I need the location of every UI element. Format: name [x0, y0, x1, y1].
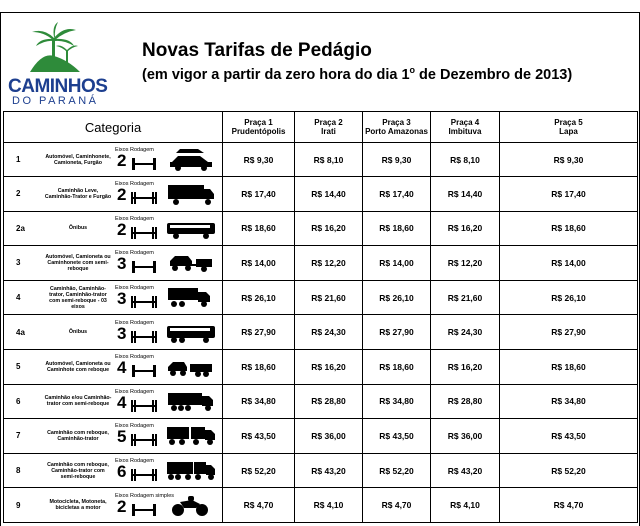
- price-plaza-2: R$ 16,20: [295, 211, 363, 246]
- axle-wheels-icon: [131, 399, 159, 413]
- category-description: Automóvel, Camioneta ou Caminhonete com semi-reboque: [45, 253, 111, 272]
- category-code: 7: [16, 431, 21, 441]
- axle-info: [115, 423, 161, 449]
- wheel-label: Rodagem: [129, 423, 154, 430]
- price-plaza-5: R$ 27,90: [500, 315, 638, 350]
- category-code: 1: [16, 155, 21, 164]
- plaza-header-1: [223, 112, 295, 143]
- category-cell: [4, 384, 223, 419]
- vehicle-icon: [166, 182, 216, 206]
- category-cell: [4, 453, 223, 488]
- wheel-label: Rodagem: [129, 147, 154, 153]
- axle-label: Eixos: [115, 388, 129, 395]
- axle-label: Eixos: [115, 354, 129, 361]
- price-plaza-2: R$ 28,80: [295, 384, 363, 419]
- axle-count: 4: [117, 392, 127, 412]
- category-code: 4a: [16, 327, 25, 337]
- category-code: 4: [16, 293, 21, 303]
- table-row: [4, 349, 638, 384]
- category-header: Categoria: [4, 112, 223, 143]
- price-plaza-5: R$ 17,40: [500, 177, 638, 212]
- vehicle-icon: [166, 148, 216, 172]
- category-description: Caminhão Leve, Caminhão-Trator e Furgão: [44, 187, 112, 200]
- plaza-name: Praça 5: [554, 118, 583, 127]
- plaza-name: Praça 3: [382, 118, 411, 127]
- axle-label: Eixos: [115, 319, 129, 326]
- category-cell: [4, 419, 223, 454]
- axle-wheels-icon: [131, 364, 159, 378]
- price-plaza-1: R$ 17,40: [223, 177, 295, 212]
- axle-count: 5: [117, 427, 127, 447]
- axle-count: 2: [117, 219, 127, 239]
- price-plaza-4: R$ 36,00: [431, 419, 500, 454]
- subtitle-start: (em vigor a partir da zero hora do dia 1: [142, 66, 410, 83]
- vehicle-icon: [166, 424, 216, 448]
- palm-tree-logo-icon: [24, 22, 84, 76]
- category-description: Ônibus: [68, 225, 88, 232]
- category-cell: [4, 488, 223, 523]
- vehicle-icon: [166, 321, 216, 345]
- axle-info: [115, 320, 161, 346]
- category-description: Motocicleta, Motoneta, bicicletas a motor: [49, 499, 107, 512]
- plaza-header-4: [431, 112, 500, 143]
- price-plaza-2: R$ 24,30: [295, 315, 363, 350]
- table-row: [4, 280, 638, 315]
- top-border: [0, 12, 640, 13]
- axle-wheels-icon: [131, 503, 159, 517]
- axle-label: Eixos: [115, 458, 129, 465]
- table-row: [4, 315, 638, 350]
- left-border: [0, 12, 1, 526]
- axle-wheels-icon: [131, 157, 159, 171]
- price-plaza-1: R$ 18,60: [223, 211, 295, 246]
- category-cell: [4, 349, 223, 384]
- axle-wheels-icon: [131, 295, 159, 309]
- wheel-label: Rodagem: [129, 354, 154, 361]
- wheel-label: Rodagem: [129, 388, 154, 395]
- category-code: 9: [16, 500, 21, 510]
- price-plaza-4: R$ 16,20: [431, 349, 500, 384]
- axle-label: Eixos: [115, 492, 129, 499]
- axle-label: Eixos: [115, 285, 129, 292]
- axle-info: [115, 181, 161, 207]
- price-plaza-3: R$ 14,00: [363, 246, 431, 281]
- table-header-row: [4, 112, 638, 143]
- plaza-name: Praça 1: [244, 118, 273, 127]
- category-cell: [4, 280, 223, 315]
- vehicle-icon: [166, 251, 216, 275]
- page-title: Novas Tarifas de Pedágio: [142, 40, 372, 61]
- axle-info: [115, 250, 161, 276]
- price-plaza-1: R$ 9,30: [223, 143, 295, 177]
- plaza-name: Praça 4: [450, 118, 480, 127]
- plaza-city: Porto Amazonas: [365, 127, 428, 136]
- plaza-city: Lapa: [559, 127, 578, 136]
- plaza-header-3: [363, 112, 431, 143]
- logo-wordmark-top: CAMINHOS: [8, 76, 108, 97]
- table-row: [4, 177, 638, 212]
- vehicle-icon: [166, 459, 216, 483]
- plaza-city: Imbituva: [448, 127, 482, 136]
- price-plaza-3: R$ 34,80: [363, 384, 431, 419]
- page-subtitle: [142, 65, 572, 83]
- price-plaza-1: R$ 18,60: [223, 349, 295, 384]
- axle-count: 2: [117, 496, 127, 516]
- price-plaza-1: R$ 27,90: [223, 315, 295, 350]
- price-plaza-2: R$ 4,10: [295, 488, 363, 523]
- axle-label: Eixos: [115, 215, 129, 222]
- wheel-label: Rodagem: [129, 319, 154, 326]
- axle-wheels-icon: [131, 330, 159, 344]
- axle-info: [115, 216, 161, 242]
- axle-count: 6: [117, 462, 127, 482]
- table-row: [4, 246, 638, 281]
- axle-count: 2: [117, 151, 127, 170]
- category-description: Caminhão com reboque, Caminhão-trator com semi-reboque: [47, 461, 109, 480]
- plaza-city: Prudentópolis: [231, 127, 286, 136]
- category-code: 2: [16, 189, 21, 199]
- vehicle-icon: [166, 217, 216, 241]
- price-plaza-5: R$ 9,30: [500, 143, 638, 177]
- plaza-header-2: [295, 112, 363, 143]
- axle-count: 3: [117, 289, 127, 309]
- axle-info: [115, 147, 161, 173]
- category-description: Caminhão, Caminhão-trator, Caminhão-trator com semi-reboque - 03 eixos: [49, 285, 107, 310]
- price-plaza-3: R$ 17,40: [363, 177, 431, 212]
- price-plaza-4: R$ 8,10: [431, 143, 500, 177]
- wheel-label: Rodagem: [129, 458, 154, 465]
- category-cell: [4, 177, 223, 212]
- table-row: [4, 488, 638, 523]
- vehicle-icon: [166, 390, 216, 414]
- price-plaza-4: R$ 21,60: [431, 280, 500, 315]
- price-plaza-5: R$ 26,10: [500, 280, 638, 315]
- price-plaza-3: R$ 4,70: [363, 488, 431, 523]
- axle-wheels-icon: [131, 468, 159, 482]
- table-row: [4, 211, 638, 246]
- price-plaza-4: R$ 16,20: [431, 211, 500, 246]
- axle-info: [115, 285, 161, 311]
- axle-wheels-icon: [131, 191, 159, 205]
- category-code: 5: [16, 362, 21, 372]
- wheel-label: Rodagem simples: [129, 492, 175, 499]
- axle-wheels-icon: [131, 226, 159, 240]
- category-description: Caminhão com reboque, Caminhão-trator: [47, 429, 109, 442]
- vehicle-icon: [166, 494, 216, 518]
- category-code: 3: [16, 258, 21, 268]
- price-plaza-3: R$ 18,60: [363, 211, 431, 246]
- price-plaza-1: R$ 4,70: [223, 488, 295, 523]
- wheel-label: Rodagem: [129, 215, 154, 222]
- axle-label: Eixos: [115, 147, 129, 153]
- category-cell: [4, 246, 223, 281]
- category-description: Caminhão e/ou Caminhão-trator com semi-reboque: [44, 395, 112, 408]
- table-row: [4, 143, 638, 177]
- price-plaza-4: R$ 4,10: [431, 488, 500, 523]
- price-plaza-4: R$ 43,20: [431, 453, 500, 488]
- price-plaza-2: R$ 14,40: [295, 177, 363, 212]
- price-plaza-5: R$ 52,20: [500, 453, 638, 488]
- price-plaza-3: R$ 52,20: [363, 453, 431, 488]
- axle-info: [115, 389, 161, 415]
- price-plaza-3: R$ 27,90: [363, 315, 431, 350]
- price-plaza-5: R$ 34,80: [500, 384, 638, 419]
- axle-label: Eixos: [115, 423, 129, 430]
- price-plaza-1: R$ 43,50: [223, 419, 295, 454]
- price-plaza-3: R$ 43,50: [363, 419, 431, 454]
- table-row: [4, 419, 638, 454]
- category-code: 6: [16, 396, 21, 406]
- axle-count: 3: [117, 323, 127, 343]
- table-row: [4, 453, 638, 488]
- price-plaza-1: R$ 34,80: [223, 384, 295, 419]
- price-plaza-1: R$ 26,10: [223, 280, 295, 315]
- price-plaza-1: R$ 14,00: [223, 246, 295, 281]
- category-cell: [4, 211, 223, 246]
- logo-wordmark-bottom: DO PARANÁ: [12, 95, 99, 107]
- wheel-label: Rodagem: [129, 250, 154, 257]
- category-code: 2a: [16, 223, 25, 233]
- wheel-label: Rodagem: [129, 285, 154, 292]
- vehicle-icon: [166, 355, 216, 379]
- axle-info: [115, 354, 161, 380]
- category-code: 8: [16, 466, 21, 476]
- price-plaza-4: R$ 24,30: [431, 315, 500, 350]
- price-plaza-5: R$ 14,00: [500, 246, 638, 281]
- axle-info: [115, 458, 161, 484]
- price-plaza-4: R$ 12,20: [431, 246, 500, 281]
- price-plaza-5: R$ 18,60: [500, 349, 638, 384]
- price-plaza-4: R$ 28,80: [431, 384, 500, 419]
- price-plaza-5: R$ 18,60: [500, 211, 638, 246]
- price-plaza-1: R$ 52,20: [223, 453, 295, 488]
- wheel-label: Rodagem: [129, 181, 154, 188]
- table-row: [4, 384, 638, 419]
- category-description: Ônibus: [68, 329, 88, 336]
- axle-wheels-icon: [131, 260, 159, 274]
- category-description: Automóvel, Caminhonete, Camioneta, Furgão: [45, 153, 111, 166]
- tariff-table: [3, 111, 638, 523]
- price-plaza-2: R$ 12,20: [295, 246, 363, 281]
- price-plaza-2: R$ 21,60: [295, 280, 363, 315]
- axle-count: 4: [117, 358, 127, 378]
- category-description: Automóvel, Camioneta ou Caminhote com reboque: [45, 360, 111, 373]
- category-cell: [4, 315, 223, 350]
- axle-label: Eixos: [115, 181, 129, 188]
- price-plaza-2: R$ 16,20: [295, 349, 363, 384]
- price-plaza-4: R$ 14,40: [431, 177, 500, 212]
- plaza-header-5: [500, 112, 638, 143]
- price-plaza-3: R$ 18,60: [363, 349, 431, 384]
- axle-label: Eixos: [115, 250, 129, 257]
- vehicle-icon: [166, 286, 216, 310]
- plaza-city: Irati: [321, 127, 336, 136]
- price-plaza-2: R$ 36,00: [295, 419, 363, 454]
- axle-info: [115, 492, 175, 519]
- category-cell: [4, 143, 223, 177]
- price-plaza-5: R$ 43,50: [500, 419, 638, 454]
- price-plaza-3: R$ 9,30: [363, 143, 431, 177]
- caminhos-do-parana-logo: [6, 22, 108, 107]
- axle-wheels-icon: [131, 433, 159, 447]
- price-plaza-5: R$ 4,70: [500, 488, 638, 523]
- price-plaza-2: R$ 8,10: [295, 143, 363, 177]
- axle-count: 3: [117, 254, 127, 274]
- axle-count: 2: [117, 185, 127, 205]
- subtitle-end: de Dezembro de 2013): [415, 66, 573, 83]
- plaza-name: Praça 2: [314, 118, 343, 127]
- price-plaza-2: R$ 43,20: [295, 453, 363, 488]
- subtitle-ordinal: o: [409, 65, 416, 75]
- price-plaza-3: R$ 26,10: [363, 280, 431, 315]
